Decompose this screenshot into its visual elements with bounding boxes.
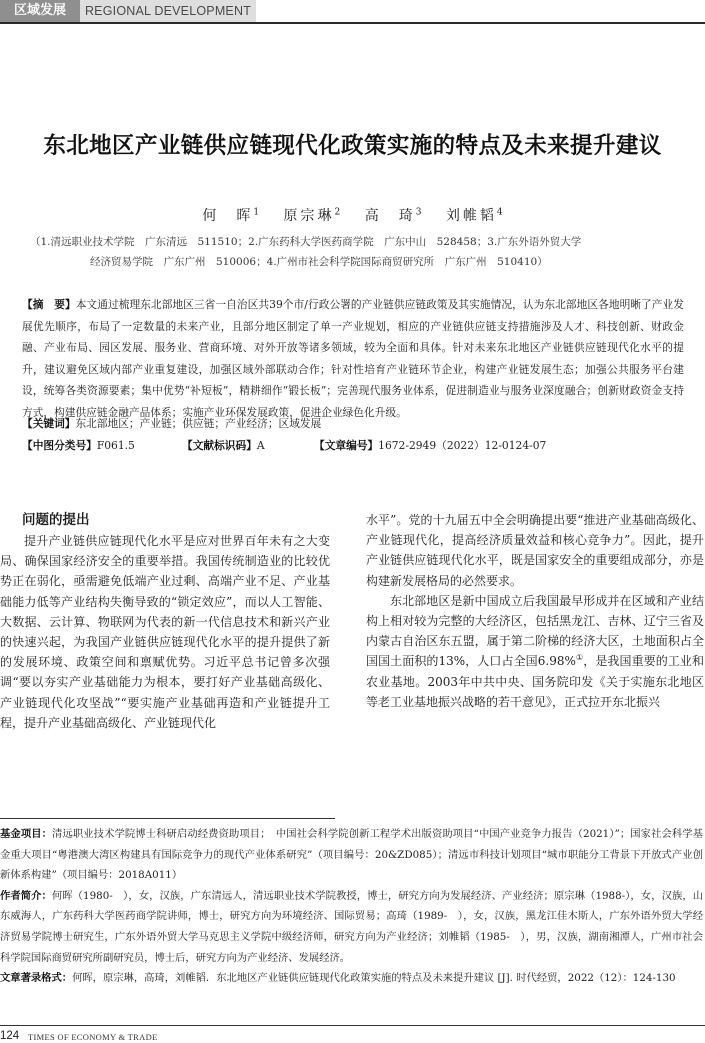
abstract-text: 本文通过梳理东北部地区三省一自治区共39个市/行政公署的产业链供应链政策及其实施情况，认为东北部地区各地明晰了产业发展优先顺序，布局了一定数量的未来产业，且部分地区制定了单一产业规划，相应的产业链供应链支持措施涉及人才、科技创新、财政金融、产业布局、园区发展、服务业、营商环境、对外开放等诸多领域，较为全面和具体。针对未来东北地区产业链供应链现代化水平的提升，建议避免区域内部产业重复建设，加强区域外部联动合作；针对性培育产业链环节企业，构建产业链发展生态；加强公共服务平台建设，统筹各类资源要素；集中优势“补短板”，精耕细作“锻长板”；完善现代服务业体系，促进制造业与服务业深度融合；创新财政资金支持方式，构建供应链金融产品体系；实施产业环保发展政策，促进企业绿色化升级。 <box>22 298 684 419</box>
author-name: 刘帷韬 <box>445 208 497 224</box>
paragraph-text: 东北部地区是新中国成立后我国最早形成并在区域和产业结构上相对较为完整的大经济区，包括黑龙江、吉林、辽宁三省及内蒙古自治区东五盟，属于第二阶梯的经济大区，土地面积占全国国土面积的13%，人口占全国6.98% <box>366 593 704 669</box>
author-list <box>0 205 705 225</box>
journal-name: TIMES OF ECONOMY & TRADE <box>28 1032 158 1042</box>
body-paragraph: 提升产业链供应链现代化水平是应对世界百年未有之大变局、确保国家经济安全的重要举措。我国传统制造业的比较优势正在弱化，亟需避免低端产业过剩、高端产业不足、产业基础能力低等产业结构失衡导致的“锁定效应”，而以人工智能、大数据、云计算、物联网为代表的新一代信息技术和新兴产业的快速兴起，为我国产业链供应链现代化水平的提升提供了新的发展环境、政策空间和禀赋优势。习近平总书记曾多次强调“要以夯实产业基础能力为根本，要打好产业基础高级化、产业链现代化攻坚战”“要实施产业基础再造和产业链提升工程，提升产业基础高级化、产业链现代化 <box>0 534 330 730</box>
citation-note <box>0 968 703 989</box>
citation-label: 文章著录格式： <box>0 972 73 985</box>
author-affil-mark: 2 <box>334 207 341 218</box>
affiliation-line: 经济贸易学院 广东广州 510006；4.广州市社会科学院国际商贸研究所 广东广州 510410） <box>90 256 548 268</box>
author-name: 何 晖 <box>202 208 254 224</box>
author-affil-mark: 4 <box>496 207 503 218</box>
author-name: 原宗琳 <box>283 208 335 224</box>
author-affil-mark: 3 <box>415 207 422 218</box>
section-heading: 问题的提出 <box>22 512 90 528</box>
body-paragraph <box>366 591 704 712</box>
keywords-text: 东北部地区；产业链；供应链；产业经济；区域发展 <box>75 417 322 430</box>
clc-value: F061.5 <box>96 439 135 452</box>
running-header <box>0 0 705 22</box>
affiliation-line: （1.清远职业技术学院 广东清远 511510；2.广东药科大学医药商学院 广东中山 528458；3.广东外语外贸大学 <box>30 236 582 248</box>
citation-text: 何晖，原宗琳，高琦，刘帷韬．东北地区产业链供应链现代化政策实施的特点及未来提升建议 [J]. 时代经贸，2022（12）：124-130 <box>72 972 676 985</box>
author-affil-mark: 1 <box>253 207 260 218</box>
doc-code-value: A <box>256 439 265 452</box>
header-rule <box>0 22 705 24</box>
article-title: 东北地区产业链供应链现代化政策实施的特点及未来提升建议 <box>43 133 662 159</box>
footer-rule <box>0 1025 705 1026</box>
abstract-label: 【摘 要】 <box>22 298 76 311</box>
funding-note <box>0 824 703 886</box>
funding-text: 清远职业技术学院博士科研启动经费资助项目； 中国社会科学院创新工程学术出版资助项目“中国产业竞争力报告（2021）”；国家社会科学基金重大项目“粤港澳大湾区构建具有国际竞争力的现代产业体系研究”（项目编号：20&ZD085）；清远市科技计划项目“城市职能分工背景下开放式产业创新体系构建”（项目编号：2018A011） <box>0 828 704 882</box>
doc-code-label: 【文献标识码】 <box>182 439 257 452</box>
footnote-ref: ① <box>575 653 584 663</box>
funding-label: 基金项目： <box>0 828 53 840</box>
section-tag: 区域发展 <box>0 0 80 22</box>
footnotes <box>0 824 703 989</box>
classification-line <box>22 438 684 453</box>
article-number-label: 【文章编号】 <box>314 439 379 452</box>
body-column-right <box>366 510 704 712</box>
article-number-value: 1672-2949（2022）12-0124-07 <box>378 439 547 452</box>
body-column-left <box>0 510 330 733</box>
body-paragraph: 水平”。党的十九届五中全会明确提出要“推进产业基础高级化、产业链现代化，提高经济质量效益和核心竞争力”。因此，提升产业链供应链现代化水平，既是国家安全的重要组成部分，亦是构建新发展格局的必然要求。 <box>366 513 704 588</box>
author-name: 高 琦 <box>364 208 416 224</box>
author-bio-text: 何晖（1980- ），女，汉族，广东清远人，清远职业技术学院教授，博士，研究方向为发展经济、产业经济；原宗琳（1988-），女，汉族，山东威海人，广东药科大学医药商学院讲师，博士，研究方向为环境经济、国际贸易；高琦（1989- ），女，汉族，黑龙江佳木斯人，广东外语外贸大学经济贸易学院博士研究生，广东外语外贸大学马克思主义学院中级经济师，研究方向为产业经济；刘帷韬（1985- ），男，汉族，湖南湘潭人，广州市社会科学院国际商贸研究所副研究员，博士后，研究方向为产业经济、发展经济。 <box>0 889 704 964</box>
paragraph-text: ，是我国重要的工业和农业基地。2003年中共中央、国务院印发《关于实施东北地区等老工业基地振兴战略的若干意见》，正式拉开东北振兴 <box>366 654 704 709</box>
author-bio-label: 作者简介： <box>0 889 52 902</box>
keywords <box>22 416 684 431</box>
section-tag-english: REGIONAL DEVELOPMENT <box>80 0 256 22</box>
clc-label: 【中图分类号】 <box>22 439 97 452</box>
page-number: 124 <box>0 1030 20 1042</box>
abstract <box>22 294 684 423</box>
footnote-rule <box>0 818 335 819</box>
author-bio-note <box>0 886 703 968</box>
keywords-label: 【关键词】 <box>22 417 76 430</box>
